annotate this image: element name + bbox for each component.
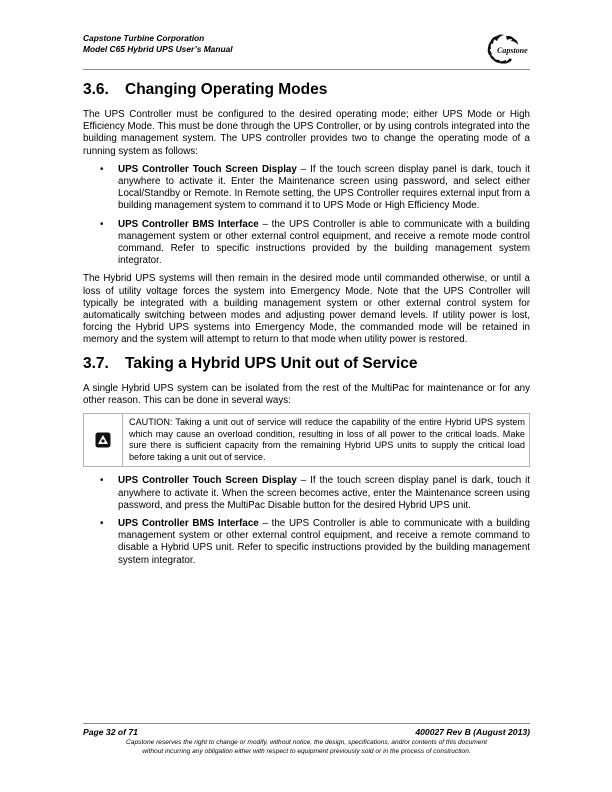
section-3-7-heading	[83, 354, 530, 374]
capstone-logo	[480, 31, 530, 69]
company-name: Capstone Turbine Corporation	[83, 33, 205, 43]
disclaimer	[83, 739, 530, 756]
manual-title: Model C65 Hybrid UPS User’s Manual	[83, 44, 233, 54]
caution-text: CAUTION: Taking a unit out of service will reduce the capability of the entire Hybrid UPS system which may cause an overload condition, resulting in loss of all power to the critical loads. Make sure there is sufficient capacity from the remaining Hybrid UPS units to supply the critical load before taking a unit out of service.	[129, 417, 525, 462]
section-number: 3.6.	[83, 81, 109, 98]
list-item	[83, 518, 530, 567]
section-3-6-heading	[83, 80, 530, 100]
bullet: •	[100, 218, 104, 230]
page-content	[83, 80, 530, 573]
header-divider	[83, 69, 530, 70]
section-title: Taking a Hybrid UPS Unit out of Service	[125, 354, 418, 372]
section-number: 3.7.	[83, 354, 109, 372]
list-item	[83, 219, 530, 268]
footer-row	[83, 727, 530, 738]
footer-divider	[83, 723, 530, 724]
bullet: •	[100, 518, 104, 530]
disclaimer-line-1: Capstone reserves the right to change or modify, without notice, the design, specifications, and/or contents of this document	[126, 739, 487, 746]
bullet-term: UPS Controller BMS Interface	[118, 218, 259, 230]
bullet-text: – the UPS Controller is able to communicate with a building management system or other external control equipment, and receive a remote mode control command. Refer to specific instructions provided by the building management system integrator.	[118, 218, 531, 267]
caution-icon-cell	[84, 414, 123, 466]
caution-icon	[95, 432, 111, 448]
list-item	[83, 164, 530, 213]
section-3-6-bullets	[83, 164, 530, 268]
caution-box	[83, 413, 530, 467]
list-item	[83, 475, 530, 512]
disclaimer-line-2: without incurring any obligation either with respect to equipment previously sold or in the process of construction.	[142, 747, 471, 755]
section-3-6-intro: The UPS Controller must be configured to the desired operating mode; either UPS Mode or High Efficiency Mode. This must be done through the UPS Controller, or by using controls integrated into the building management system. The UPS controller provides two to change the operating mode of a running system as follows:	[83, 109, 530, 157]
section-3-6-closing: The Hybrid UPS systems will then remain in the desired mode until commanded otherwise, or until a loss of utility voltage forces the system into Emergency Mode. Note that the UPS Controller will typically be integrated with a building management system or other external control system for automatically switching between modes and adjusting power demand levels. If utility power is lost, forcing the Hybrid UPS systems into Emergency Mode, the commanded mode will be retained in memory and the system will attempt to return to that mode when utility power is restored.	[83, 273, 530, 346]
page-footer	[83, 727, 530, 756]
page-header	[83, 33, 530, 69]
bullet-text: – the UPS Controller is able to communicate with a building management system or other external control equipment, and receive a remote command to disable a Hybrid UPS unit. Refer to specific instructions provided by the building management system integrator.	[118, 518, 531, 566]
capstone-turbine-icon	[480, 31, 530, 69]
section-3-7-bullets	[83, 475, 530, 566]
section-title: Changing Operating Modes	[125, 81, 328, 98]
bullet-text: – If the touch screen display panel is dark, touch it anywhere to activate it. Enter the Maintenance screen using password, and select either Local/Standby or Remote. In Remote setting, the UPS Controller requires external input from a building management system to command it to UPS Mode or High Efficiency Mode.	[118, 163, 530, 212]
bullet: •	[100, 475, 104, 487]
section-3-7-intro: A single Hybrid UPS system can be isolated from the rest of the MultiPac for maintenance or for any other reason. This can be done in several ways:	[83, 382, 530, 406]
page-number: Page 32 of 71	[83, 727, 138, 737]
document-revision: 400027 Rev B (August 2013)	[415, 727, 530, 737]
bullet-term: UPS Controller Touch Screen Display	[118, 163, 297, 175]
bullet: •	[100, 163, 104, 175]
bullet-term: UPS Controller BMS Interface	[118, 518, 259, 530]
bullet-term: UPS Controller Touch Screen Display	[118, 475, 297, 487]
svg-text:Capstone: Capstone	[497, 46, 528, 55]
bullet-text: – If the touch screen display panel is dark, touch it anywhere to activate it. When the screen becomes active, enter the Maintenance screen using password, and press the MultiPac Disable button for the desired Hybrid UPS unit.	[118, 475, 530, 511]
